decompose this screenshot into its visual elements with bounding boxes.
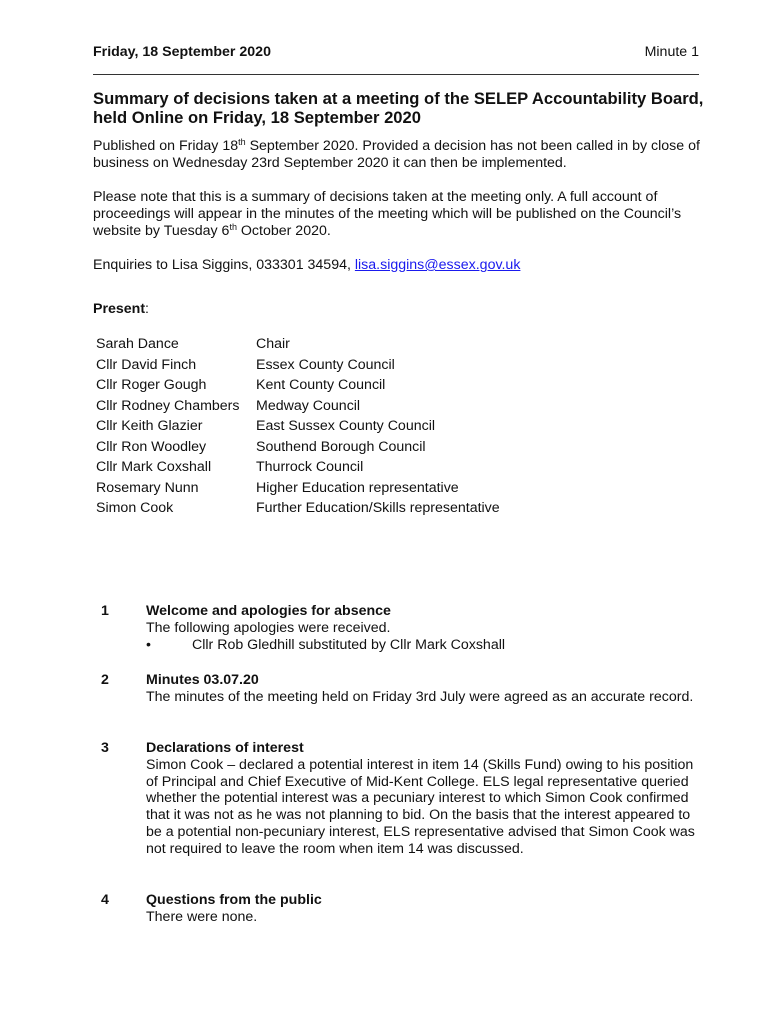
item-text: The following apologies were received. [146, 619, 391, 636]
published-ordinal: th [238, 137, 246, 147]
attendee-name: Cllr Roger Gough [96, 377, 207, 393]
page-header [93, 44, 699, 61]
note-text-rest: October 2020. [236, 222, 331, 239]
attendees-table [96, 336, 500, 521]
enquiries-text: Enquiries to Lisa Siggins, 033301 34594, [93, 257, 355, 273]
page-title: Summary of decisions taken at a meeting of the SELEP Accountability Board, held Online on Friday, 18 September 2020 [93, 89, 704, 127]
attendee-role: Higher Education representative [256, 479, 459, 496]
item-number: 4 [101, 892, 109, 908]
attendee-name: Cllr David Finch [96, 356, 197, 373]
item-number: 3 [101, 740, 109, 756]
item-heading: Questions from the public [146, 892, 322, 908]
item-heading: Declarations of interest [146, 740, 304, 756]
attendee-role: Further Education/Skills representative [256, 500, 500, 516]
attendee-row [96, 377, 500, 398]
enquiries [93, 257, 705, 274]
attendee-row [96, 336, 500, 357]
email-link[interactable]: lisa.siggins@essex.gov.uk [354, 257, 521, 273]
item-heading: Welcome and apologies for absence [146, 603, 391, 619]
published-text-rest: September 2020. Provided a decision has not been called in by close of business on Wednesday 23rd September 2020 it can then be implemented. [93, 138, 700, 171]
attendee-name: Cllr Rodney Chambers [96, 397, 240, 414]
present-heading [93, 301, 149, 318]
item-text: Simon Cook – declared a potential interest in item 14 (Skills Fund) owing to his position of Principal and Chief Executive of Mid-Kent College. ELS legal representative queried whether the potential interest was a pecuniary interest to which Simon Cook confirmed that it was not as he was not planning to bid. On the basis that the interest appeared to be a potential non-pecuniary interest, ELS representative advised that Simon Cook was not required to leave the room when item 14 was discussed. [146, 756, 695, 857]
attendee-role: East Sussex County Council [256, 418, 436, 434]
attendee-row [96, 480, 500, 501]
item-text: There were none. [146, 908, 258, 925]
minute-number: Minute 1 [644, 44, 699, 60]
attendee-name: Rosemary Nunn [96, 479, 199, 496]
attendee-row [96, 357, 500, 378]
item-number: 1 [101, 603, 109, 619]
present-colon: : [145, 301, 149, 317]
bullet-text: Cllr Rob Gledhill substituted by Cllr Mark Coxshall [192, 636, 506, 653]
attendee-row [96, 459, 500, 480]
header-date: Friday, 18 September 2020 [93, 44, 271, 60]
attendee-name: Cllr Keith Glazier [96, 418, 203, 434]
attendee-name: Cllr Mark Coxshall [96, 459, 212, 475]
bullet-item [146, 637, 702, 654]
attendee-row [96, 500, 500, 521]
published-notice [93, 138, 705, 172]
attendee-row [96, 418, 500, 439]
note-text: Please note that this is a summary of decisions taken at the meeting only. A full account of proceedings will appear in the minutes of the meeting which will be published on the Council’s website by Tuesday 6 [93, 189, 682, 239]
attendee-name: Cllr Ron Woodley [96, 438, 207, 455]
attendee-role: Thurrock Council [256, 459, 364, 475]
attendee-name: Simon Cook [96, 500, 174, 516]
attendee-role: Chair [256, 336, 290, 352]
attendee-role: Southend Borough Council [256, 438, 426, 455]
item-text: The minutes of the meeting held on Friday 3rd July were agreed as an accurate record. [146, 688, 694, 705]
present-label: Present [93, 301, 146, 317]
item-number: 2 [101, 672, 109, 688]
attendee-role: Kent County Council [256, 377, 386, 393]
attendee-role: Essex County Council [256, 356, 395, 373]
attendee-name: Sarah Dance [96, 336, 179, 352]
attendee-row [96, 439, 500, 460]
attendee-row [96, 398, 500, 419]
item-heading: Minutes 03.07.20 [146, 672, 259, 688]
attendee-role: Medway Council [256, 397, 361, 414]
header-divider [93, 74, 699, 75]
bullet-mark: • [146, 636, 151, 653]
note-ordinal: th [229, 221, 237, 232]
published-text: Published on Friday 18 [93, 138, 239, 154]
summary-note [93, 189, 705, 239]
